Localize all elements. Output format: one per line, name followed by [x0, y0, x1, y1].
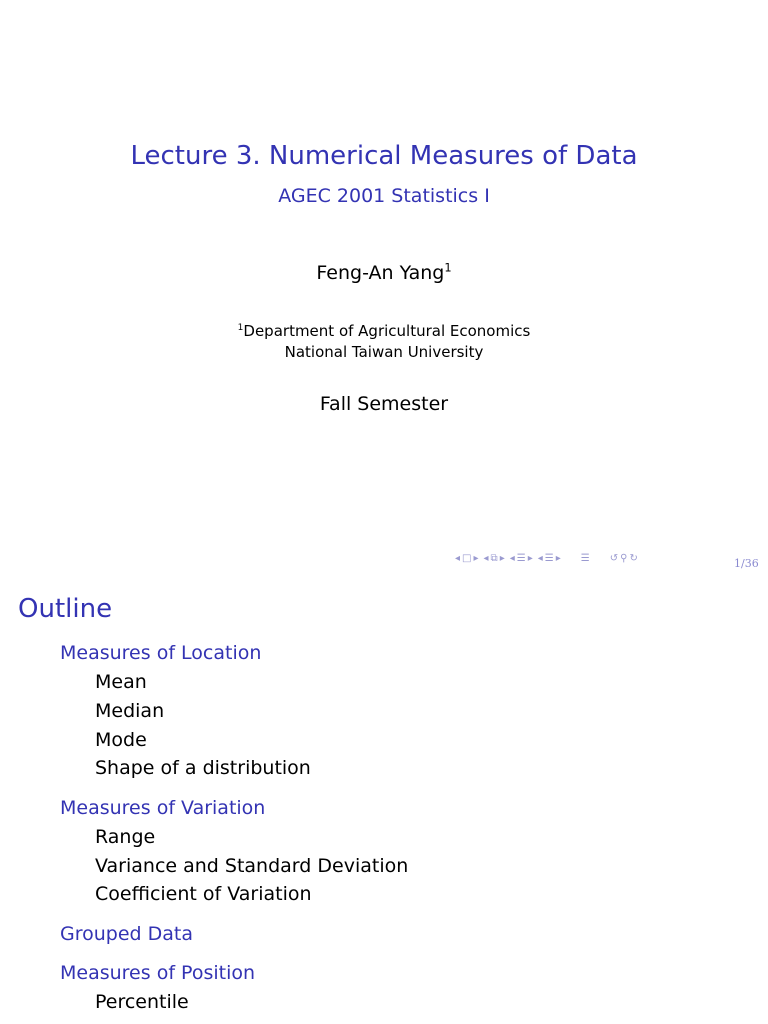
- section-measures-of-location[interactable]: Measures of Location: [60, 642, 262, 664]
- subsection-navigation: [484, 553, 505, 564]
- subsection-variance-std-dev[interactable]: Variance and Standard Deviation: [95, 855, 409, 877]
- page-number: 1/36: [734, 557, 759, 570]
- nav-subsection-icon[interactable]: ⧉: [490, 553, 498, 564]
- outline-title: Outline: [18, 594, 113, 624]
- author-footnote-mark: 1: [444, 260, 452, 275]
- part-navigation: [538, 553, 561, 564]
- section-grouped-data[interactable]: Grouped Data: [60, 923, 193, 945]
- subsection-shape-of-distribution[interactable]: Shape of a distribution: [95, 757, 311, 779]
- author-line: [0, 262, 768, 284]
- author-name: Feng-An Yang: [316, 262, 445, 284]
- subsection-coefficient-of-variation[interactable]: Coefficient of Variation: [95, 883, 312, 905]
- nav-section-icon[interactable]: ☰: [516, 553, 526, 564]
- nav-presentation-icon[interactable]: ☰: [580, 553, 590, 564]
- subsection-median[interactable]: Median: [95, 700, 165, 722]
- nav-forward-icon[interactable]: ↻: [629, 553, 638, 564]
- outline-slide: [0, 576, 768, 1024]
- section-measures-of-position[interactable]: Measures of Position: [60, 962, 256, 984]
- nav-part-left-icon[interactable]: ◂: [537, 553, 543, 564]
- nav-part-icon[interactable]: ☰: [544, 553, 554, 564]
- section-navigation: [510, 553, 533, 564]
- lecture-title: Lecture 3. Numerical Measures of Data: [130, 141, 638, 171]
- subsection-percentile[interactable]: Percentile: [95, 991, 189, 1013]
- nav-back-icon[interactable]: ↺: [609, 553, 619, 564]
- subsection-mode[interactable]: Mode: [95, 729, 147, 751]
- subsection-mean[interactable]: Mean: [95, 671, 147, 693]
- beamer-navigation-bar: [455, 553, 638, 564]
- semester-date: Fall Semester: [319, 393, 449, 415]
- subsection-range[interactable]: Range: [95, 826, 156, 848]
- affiliation-line-1: [0, 322, 768, 340]
- nav-subsection-right-icon[interactable]: ▸: [499, 553, 505, 564]
- section-measures-of-variation[interactable]: Measures of Variation: [60, 797, 266, 819]
- nav-frame-right-icon[interactable]: ▸: [473, 553, 479, 564]
- nav-search-icon[interactable]: ⚲: [620, 553, 628, 564]
- nav-frame-icon[interactable]: □: [462, 553, 472, 564]
- affiliation-department: Department of Agricultural Economics: [243, 322, 531, 340]
- affiliation-footnote-mark: 1: [237, 323, 244, 333]
- search-navigation: [610, 553, 638, 564]
- frame-navigation: [455, 553, 479, 564]
- nav-section-left-icon[interactable]: ◂: [509, 553, 515, 564]
- course-subtitle: AGEC 2001 Statistics I: [278, 185, 490, 207]
- nav-frame-left-icon[interactable]: ◂: [455, 553, 461, 564]
- affiliation-university: National Taiwan University: [284, 343, 484, 361]
- nav-section-right-icon[interactable]: ▸: [527, 553, 533, 564]
- nav-subsection-left-icon[interactable]: ◂: [483, 553, 489, 564]
- nav-part-right-icon[interactable]: ▸: [555, 553, 561, 564]
